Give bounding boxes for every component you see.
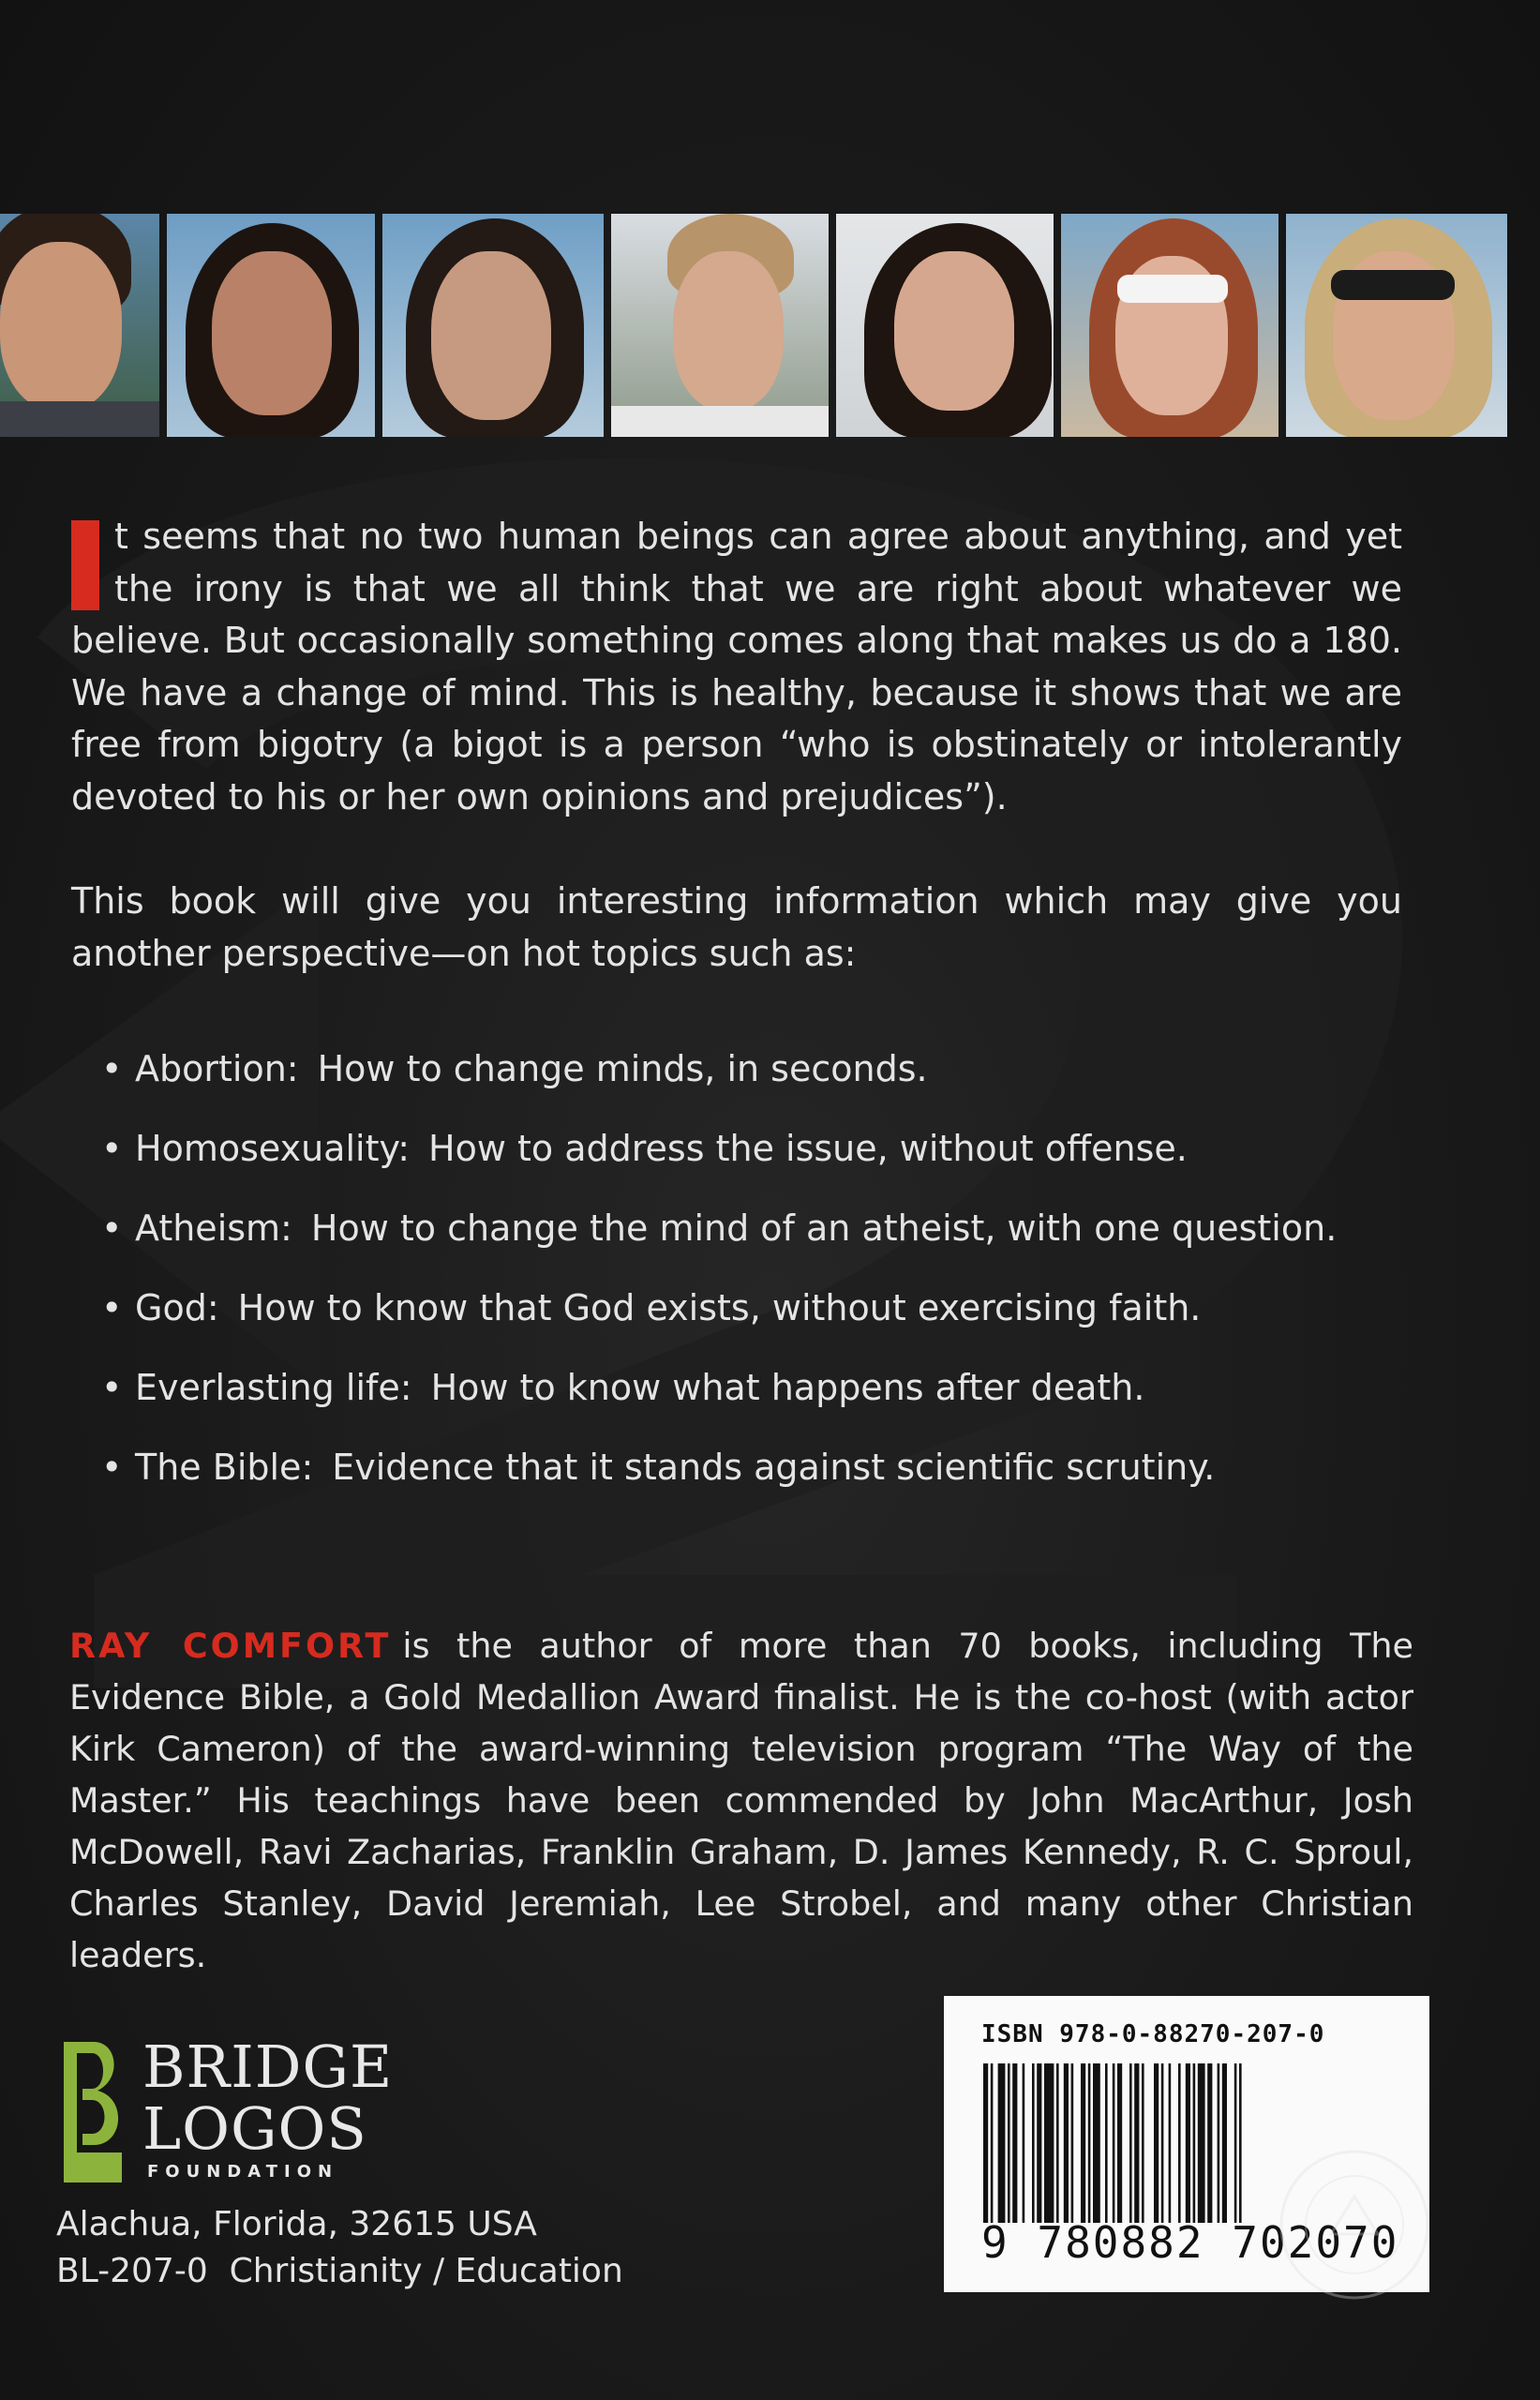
- publisher-address: Alachua, Florida, 32615 USA: [56, 2205, 537, 2243]
- author-bio: [69, 1620, 1413, 1981]
- catalog-line: BL-207-0 Christianity / Education: [56, 2252, 623, 2290]
- barcode-bar: [1105, 2063, 1108, 2223]
- topic-label: Abortion:: [135, 1048, 299, 1089]
- barcode-bar: [1081, 2063, 1085, 2223]
- topic-text: How to change minds, in seconds.: [317, 1048, 928, 1089]
- barcode-bar: [1154, 2063, 1159, 2223]
- barcode-bar: [998, 2063, 1006, 2223]
- portrait-photo-6: [1061, 214, 1278, 437]
- intro-paragraph-2: This book will give you interesting information which may give you another perspective—on hot topics such as:: [71, 880, 1402, 974]
- barcode-bar: [1113, 2063, 1115, 2223]
- barcode-bar: [1032, 2063, 1035, 2223]
- intro-paragraph-1: [71, 511, 1402, 823]
- barcode-bar: [991, 2063, 994, 2223]
- list-item: [101, 1042, 1337, 1122]
- author-name: RAY COMFORT: [69, 1626, 392, 1666]
- barcode-digits: 9 780882 702070: [981, 2217, 1399, 2268]
- barcode-bar: [1207, 2063, 1212, 2223]
- barcode-bar: [1239, 2063, 1242, 2223]
- publisher-logo: [56, 2034, 450, 2184]
- author-bio-text: is the author of more than 70 books, including The Evidence Bible, a Gold Medallion Award finalist. He is the co-host (with actor Kirk Cameron) of the award-winning television program “The Way of the Master.” His teachings have been commended by John MacArthur, Josh McDowell, Ravi Zacharias, Franklin Graham, D. James Kennedy, R. C. Sproul, Charles Stanley, David Jeremiah, Lee Strobel, and many other Christian leaders.: [69, 1626, 1413, 1975]
- barcode-bar: [1088, 2063, 1091, 2223]
- drop-cap-bar: [71, 520, 99, 610]
- portrait-photo-3: [382, 214, 604, 437]
- portrait-photo-4: [611, 214, 829, 437]
- topic-text: Evidence that it stands against scientific scrutiny.: [332, 1447, 1216, 1488]
- topic-text: How to know what happens after death.: [430, 1367, 1145, 1408]
- store-stamp-watermark: [1275, 2145, 1434, 2304]
- barcode-bar: [1193, 2063, 1196, 2223]
- topic-text: How to change the mind of an atheist, with one question.: [310, 1208, 1338, 1249]
- barcode-bar: [1071, 2063, 1074, 2223]
- publisher-name-line2: LOGOS: [142, 2094, 367, 2163]
- bullet-icon: •: [101, 1367, 123, 1408]
- portrait-photo-2: [167, 214, 375, 437]
- barcode-bar: [1161, 2063, 1164, 2223]
- topic-label: Atheism:: [135, 1208, 292, 1249]
- barcode-bar: [1169, 2063, 1172, 2223]
- list-item: [101, 1282, 1337, 1361]
- barcode-bar: [1044, 2063, 1054, 2223]
- barcode-bar: [1218, 2063, 1220, 2223]
- topic-label: Homosexuality:: [135, 1128, 410, 1169]
- bullet-icon: •: [101, 1287, 123, 1328]
- barcode-bar: [1023, 2063, 1025, 2223]
- intro-text: [71, 511, 1402, 1032]
- isbn-label: ISBN 978-0-88270-207-0: [981, 2020, 1325, 2048]
- topic-label: Everlasting life:: [135, 1367, 412, 1408]
- list-item: [101, 1361, 1337, 1441]
- barcode-bar: [1178, 2063, 1181, 2223]
- list-item: [101, 1122, 1337, 1202]
- portrait-photo-7: [1286, 214, 1507, 437]
- publisher-name-line1: BRIDGE: [142, 2032, 394, 2101]
- intro-paragraph-1-text: t seems that no two human beings can agree about anything, and yet the irony is that we all think that we are right about whatever we believe. But occasionally something comes along that makes us do a 180. We have a change of mind. This is healthy, because it shows that we are free from bigotry (a bigot is a person “who is obstinately or intolerantly devoted to his or her own opinions and prejudices”).: [71, 516, 1402, 818]
- barcode-bar: [1008, 2063, 1010, 2223]
- barcode-bar: [983, 2063, 988, 2223]
- barcode-bar: [1093, 2063, 1100, 2223]
- bullet-icon: •: [101, 1447, 123, 1488]
- topic-label: God:: [135, 1287, 219, 1328]
- topic-text: How to know that God exists, without exercising faith.: [237, 1287, 1202, 1328]
- publisher-name-line3: FOUNDATION: [147, 2162, 339, 2182]
- publisher-address-block: [56, 2201, 623, 2295]
- portrait-photo-1: [0, 214, 159, 437]
- barcode-bar: [1198, 2063, 1205, 2223]
- topic-label: The Bible:: [135, 1447, 314, 1488]
- barcode-bar: [1134, 2063, 1139, 2223]
- barcode-bar: [1222, 2063, 1227, 2223]
- bullet-icon: •: [101, 1128, 123, 1169]
- barcode-bar: [1117, 2063, 1122, 2223]
- barcode-bar: [1234, 2063, 1237, 2223]
- bullet-icon: •: [101, 1048, 123, 1089]
- barcode-bar: [1037, 2063, 1041, 2223]
- photo-strip: [0, 214, 1540, 437]
- list-item: [101, 1202, 1337, 1282]
- barcode-bar: [1056, 2063, 1059, 2223]
- bl-monogram-icon: [56, 2042, 131, 2182]
- list-item: [101, 1441, 1337, 1521]
- bullet-icon: •: [101, 1208, 123, 1249]
- barcode-bar: [1012, 2063, 1017, 2223]
- barcode-bar: [1186, 2063, 1190, 2223]
- topics-list: [101, 1042, 1337, 1521]
- portrait-photo-5: [836, 214, 1054, 437]
- topic-text: How to address the issue, without offense.: [428, 1128, 1188, 1169]
- barcode-bar: [1129, 2063, 1132, 2223]
- barcode-bar: [1064, 2063, 1069, 2223]
- barcode-bar: [1142, 2063, 1144, 2223]
